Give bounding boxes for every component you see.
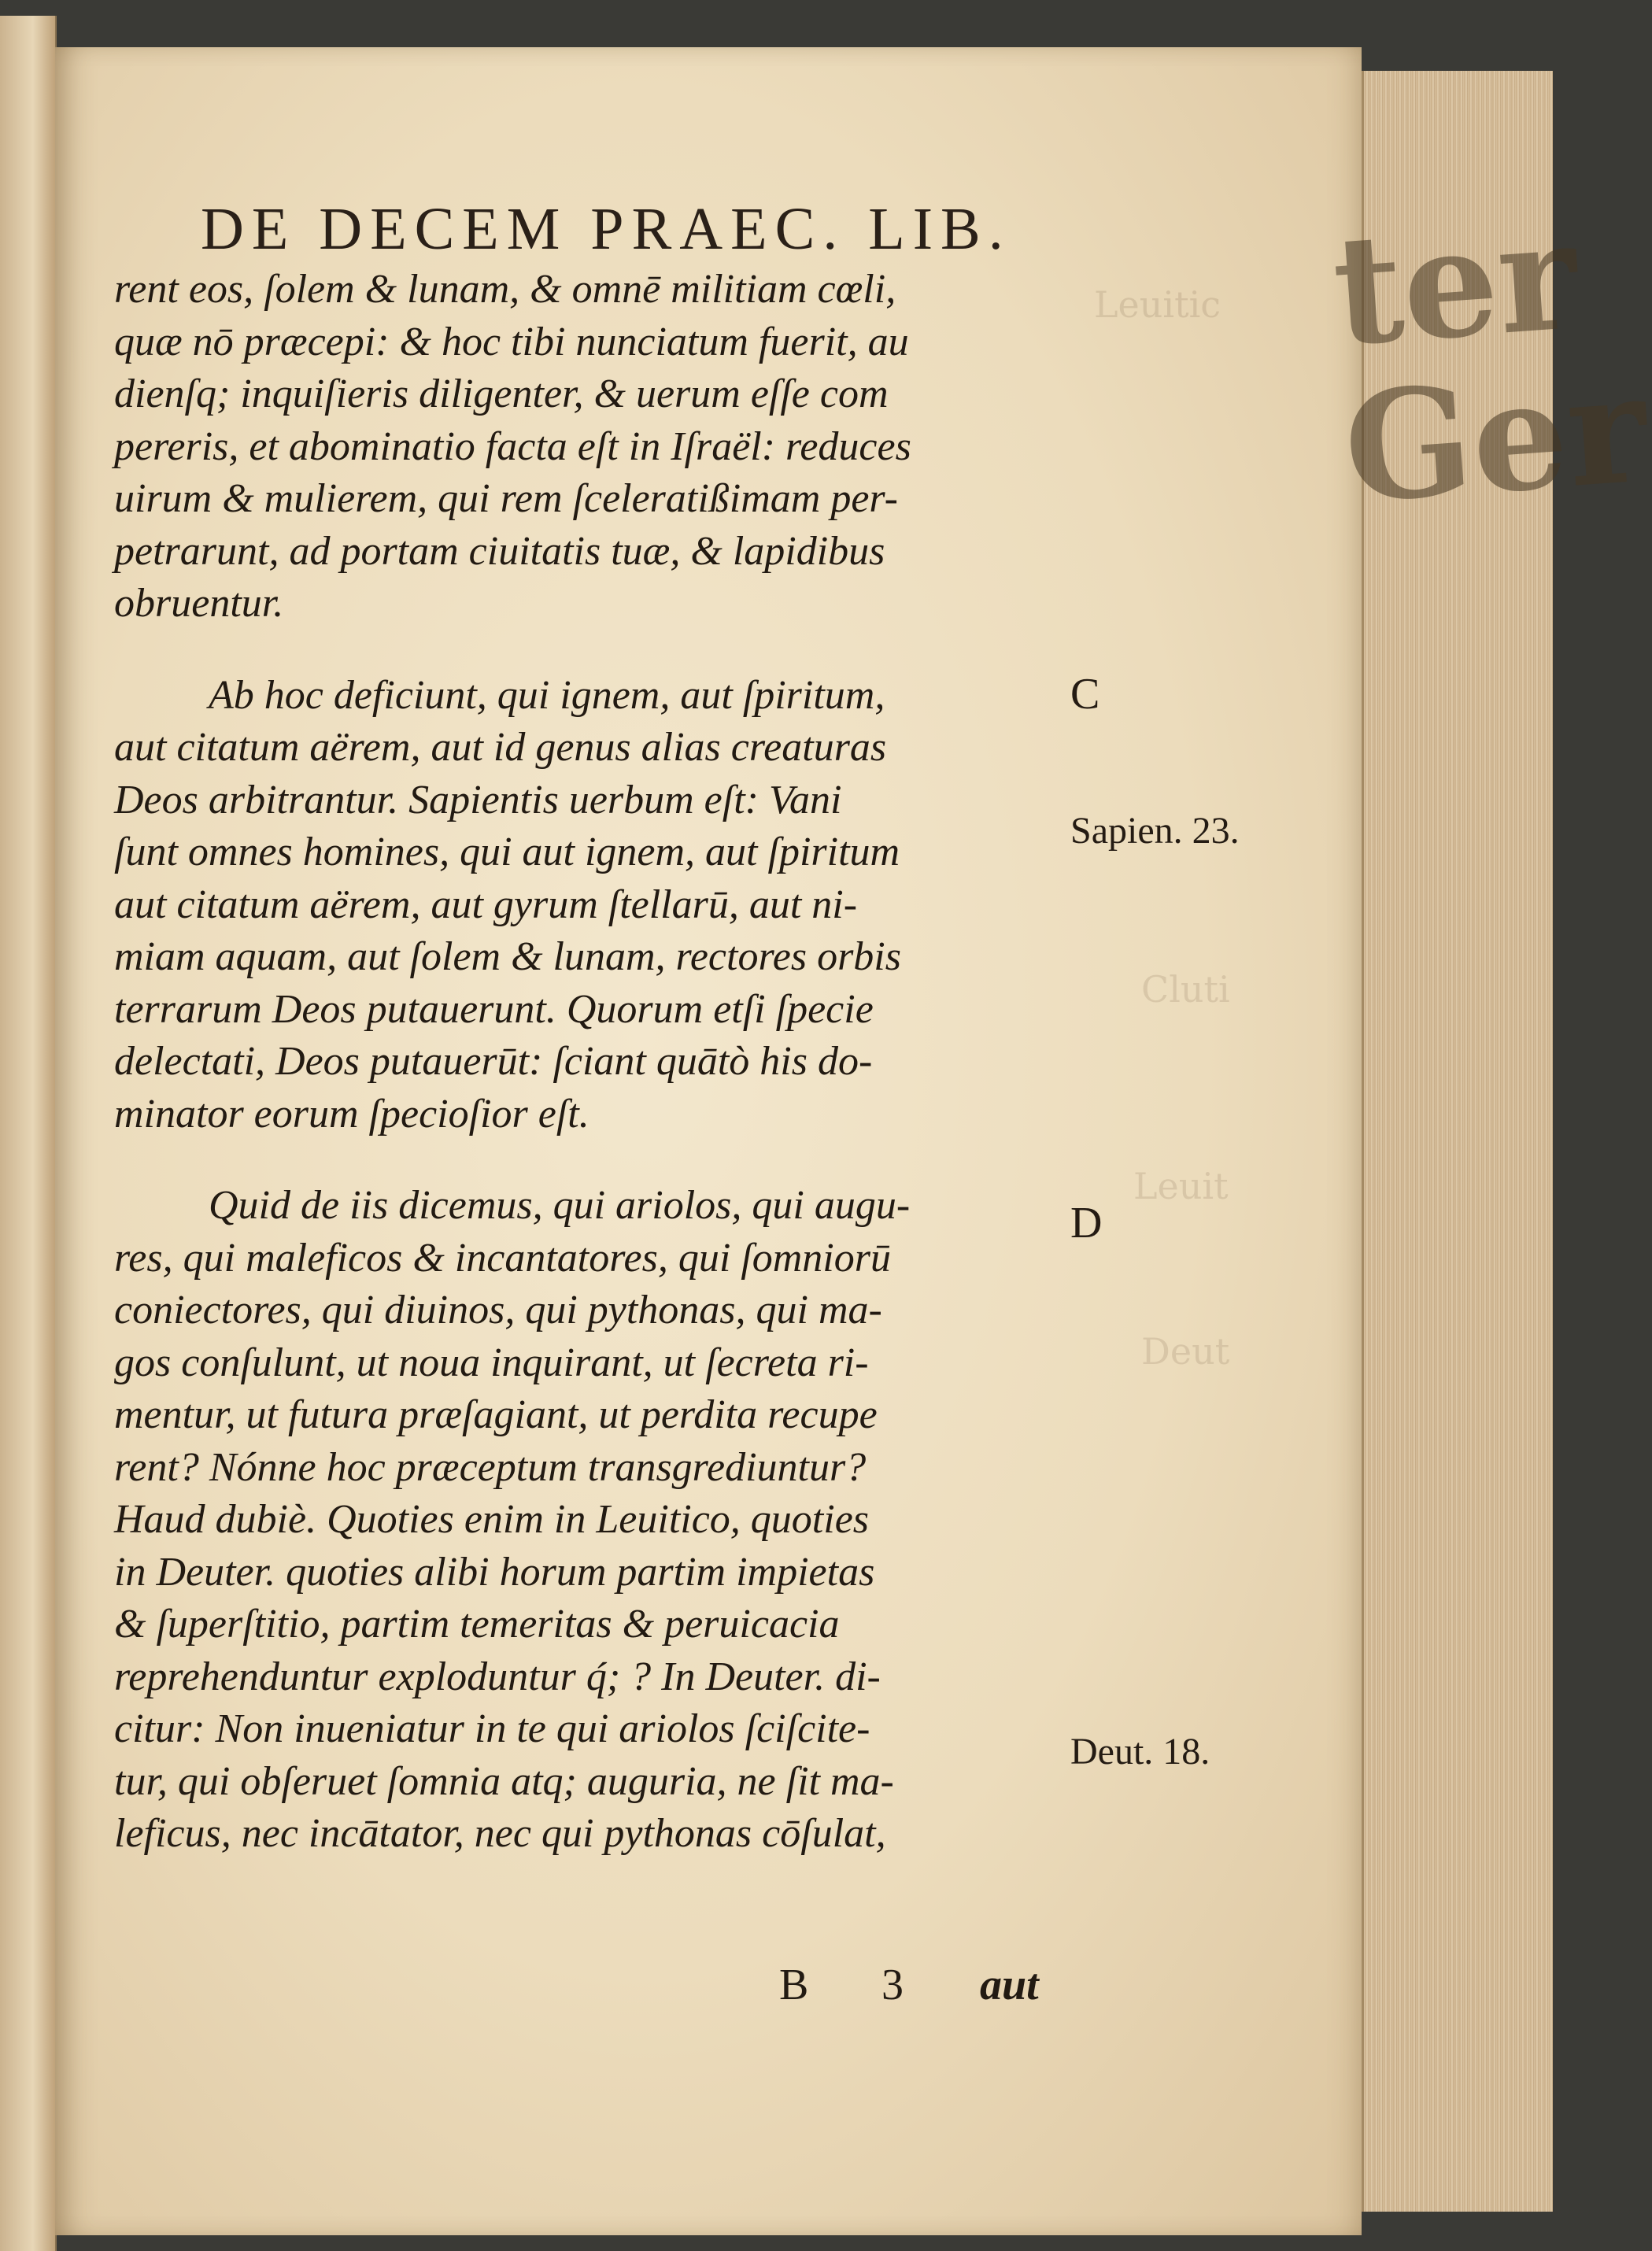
catchword: aut xyxy=(980,1961,1039,2009)
previous-page-edge xyxy=(0,16,57,2251)
text-line: mentur, ut futura præſagiant, ut perdita recupe xyxy=(114,1392,878,1437)
text-line: aut citatum aërem, aut id genus alias creaturas xyxy=(114,725,887,770)
running-head: DE DECEM PRAEC. LIB. xyxy=(201,196,1011,262)
show-through-text: Leuitic xyxy=(1094,283,1221,326)
text-line: uirum & mulierem, qui rem ſceleratißimam per- xyxy=(114,476,898,521)
margin-ref-sapientia: Sapien. 23. xyxy=(1070,810,1240,852)
text-line: res, qui maleficos & incantatores, qui ſomniorū xyxy=(114,1235,891,1281)
text-line: ſunt omnes homines, qui aut ignem, aut ſpiritum xyxy=(114,830,900,874)
show-through-text: Deut xyxy=(1141,1330,1230,1373)
text-line: petrarunt, ad portam ciuitatis tuæ, & lapidibus xyxy=(114,528,885,574)
signature-mark: B xyxy=(779,1961,809,2009)
body-text xyxy=(114,264,1070,1861)
stain-fragment-1: ter xyxy=(1327,187,1583,380)
text-line: tur, qui obſeruet ſomnia atq; auguria, ne ſit ma- xyxy=(114,1758,894,1804)
text-line: Quid de iis dicemus, qui ariolos, qui augu- xyxy=(209,1183,911,1228)
text-line: Deos arbitrantur. Sapientis uerbum eſt: Vani xyxy=(114,777,842,822)
margin-letter-c: C xyxy=(1070,670,1100,719)
text-line: rent eos, ſolem & lunam, & omnē militiam cœli, xyxy=(114,267,896,312)
text-line: dienſq; inquiſieris diligenter, & uerum eſſe com xyxy=(114,371,889,416)
text-line: Ab hoc deficiunt, qui ignem, aut ſpiritum, xyxy=(209,672,885,718)
text-line: in Deuter. quoties alibi horum partim impietas xyxy=(114,1549,875,1595)
show-through-text: Cluti xyxy=(1141,968,1230,1011)
show-through-text: Leuit xyxy=(1133,1165,1229,1207)
text-line: miam aquam, aut ſolem & lunam, rectores orbis xyxy=(114,934,901,979)
text-line: Haud dubiè. Quoties enim in Leuitico, quoties xyxy=(114,1497,870,1542)
text-line: citur: Non inueniatur in te qui ariolos ſciſcite- xyxy=(114,1706,870,1751)
text-line: pereris, et abominatio facta eſt in Iſraël: reduces xyxy=(114,423,911,469)
ink-bleed-stain xyxy=(1327,187,1652,537)
text-line: leficus, nec incātator, nec qui pythonas cōſulat, xyxy=(114,1811,886,1856)
text-line: delectati, Deos putauerūt: ſciant quātò his do- xyxy=(114,1039,873,1084)
text-line: & ſuperſtitio, partim temeritas & peruicacia xyxy=(114,1602,840,1647)
text-line: aut citatum aërem, aut gyrum ſtellarū, aut ni- xyxy=(114,882,858,927)
text-line: obruentur. xyxy=(114,581,284,626)
text-line: terrarum Deos putauerunt. Quorum etſi ſpecie xyxy=(114,986,874,1032)
text-line: minator eorum ſpecioſior eſt. xyxy=(114,1091,589,1137)
margin-letter-d: D xyxy=(1070,1199,1103,1247)
stain-fragment-2: Ger xyxy=(1338,339,1652,537)
text-line: gos conſulunt, ut noua inquirant, ut ſecreta ri- xyxy=(114,1340,869,1385)
text-line: coniectores, qui diuinos, qui pythonas, qui ma- xyxy=(114,1288,882,1332)
text-line: quæ nō præcepi: & hoc tibi nunciatum fuerit, au xyxy=(114,319,909,364)
signature-number: 3 xyxy=(881,1961,904,2009)
text-line: rent? Nónne hoc præceptum transgrediuntur? xyxy=(114,1444,867,1490)
text-line: reprehenduntur exploduntur q́; ? In Deuter. di- xyxy=(114,1654,881,1699)
margin-ref-deuteronomy: Deut. 18. xyxy=(1070,1731,1210,1772)
